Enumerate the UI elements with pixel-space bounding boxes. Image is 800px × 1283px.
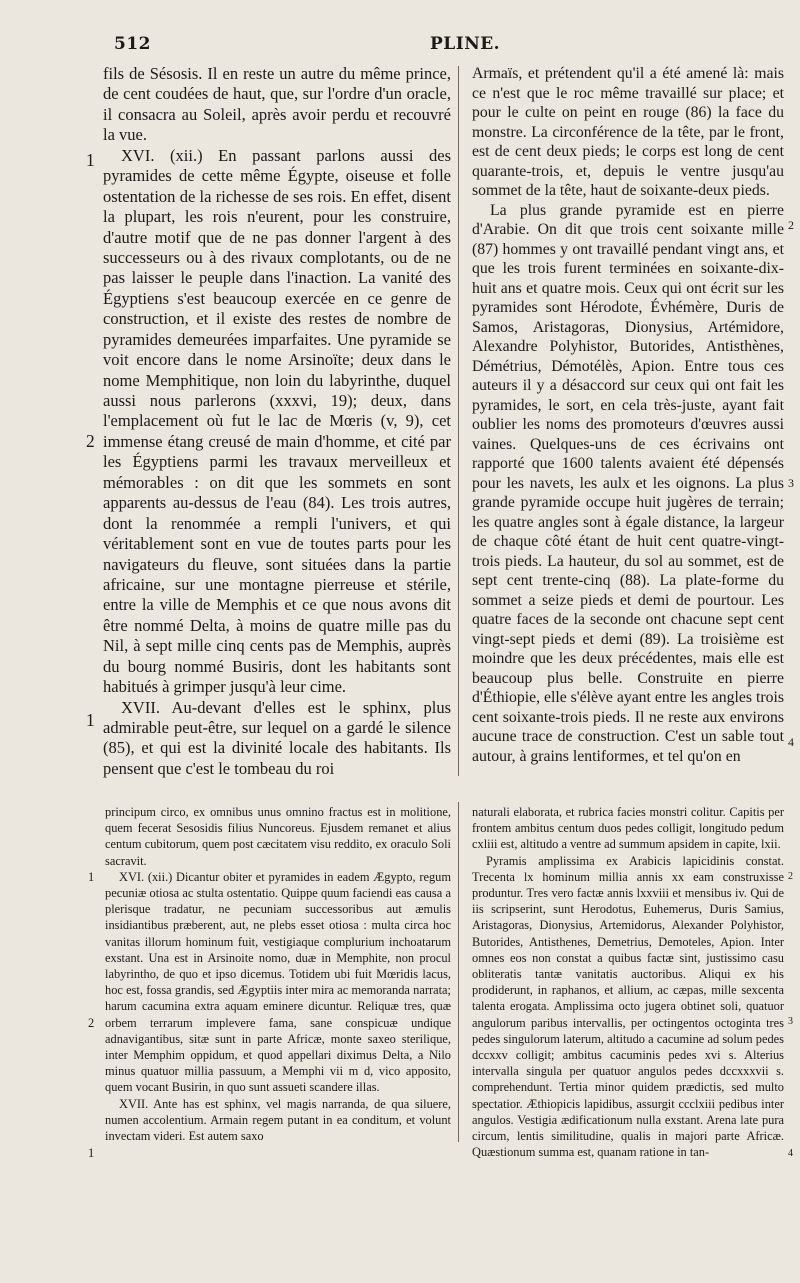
- french-right-column: [472, 64, 784, 766]
- french-paragraph: La plus grande pyramide est en pierre d'Arabie. On dit que trois cent soixante mille (87) hommes y ont travaillé pendant vingt ans, et que les trois furent terminées en soixante-dix-huit ans et quatre mois. Ceux qui ont écrit sur les pyramides sont Hérodote, Évhémère, Duris de Samos, Aristagoras, Dionysius, Artémidore, Alexandre Polyhistor, Butorides, Antisthènes, Démétrius, Démotélès, Apion. Entre tous ces auteurs il y a désaccord sur ceux qui ont fait les pyramides, le sort, en cela très-juste, ayant fait oublier les noms des promoteurs d'œuvres aussi vaines. Quelques-uns de ces écrivains ont rapporté que 1600 talents avaient été dépensés pour les navets, les aulx et les oignons. La plus grande pyramide occupe huit jugères de terrain; les quatre angles sont à égale distance, la largeur de chaque côté étant de huit cent quatre-vingt-trois pieds. La hauteur, du sol au sommet, est de sept cent trente-cinq (88). La plate-forme du sommet a seize pieds et demi de pourtour. Les quatre faces de la seconde ont chacune sept cent vingt-sept pieds et demi (89). La troisième est moindre que les deux précédentes, mais elle est beaucoup plus belle. Construite en pierre d'Éthiopie, elle s'élève ayant entre les angles trois cent soixante-trois pieds. Il ne reste aux environs aucune trace de construction. C'est un sable tout autour, à grains lentiformes, et tel qu'on en: [472, 201, 784, 765]
- french-paragraph: Armaïs, et prétendent qu'il a été amené là: mais ce n'est que le roc même travaillé sur place; et pour le culte on peint en rouge (86) la face du monstre. La circonférence de la tête, par le front, est de cent deux pieds; le corps est long de cent quarante-trois, et, depuis le ventre jusqu'au sommet de la tête, haut de soixante-deux pieds.: [472, 65, 784, 199]
- margin-number: 1: [86, 710, 95, 730]
- margin-number: 2: [788, 871, 793, 882]
- latin-paragraph: principum circo, ex omnibus unus omnino fractus est in molitione, quem fecerat Sesosidis filius Nuncoreus. Ejusdem remanet et alius centum cubitorum, quem post cæcitatem visu reddito, ex oraculo Soli sacravit.: [105, 805, 451, 868]
- margin-number: 2: [88, 1016, 95, 1030]
- column-divider-latin: [458, 802, 459, 1142]
- margin-number: 4: [788, 735, 794, 749]
- page-number: 512: [114, 34, 151, 54]
- latin-paragraph: Pyramis amplissima ex Arabicis lapicidinis constat. Trecenta lx hominum millia annis xx eam construxisse produntur. Tres vero factæ annis lxxviii et mensibus iv. Qui de iis scripserint, sunt Herodotus, Euhemerus, Duris Samius, Aristagoras, Dionysius, Artemidorus, Alexander Polyhistor, Butorides, Antisthenes, Demetrius, Demoteles, Apion. Inter omnes eos non constat a quibus factæ sint, justissimo casu obliteratis tantæ vanitatis auctoribus. Aliqui ex his prodiderunt, in raphanos, et allium, ac cæpas, mille sexcenta talenta erogata. Amplissima octo jugera obtinet soli, quatuor angulorum paribus intervallis, per octingentos octoginta tres pedes singulorum laterum, altitudo a cacumine ad solum pedes dccxxv colligit; ambitus cacuminis pedes xvi s. Alterius intervalla singula per quatuor angulos pedes dccxxxvii s. comprehendunt. Tertia minor quidem prædictis, sed multo spectatior. Æthiopicis lapidibus, assurgit ccclxiii pedibus inter angulos. Vestigia ædificationum nulla exstant. Arena late pura circum, lentis similitudine, qualis in majori parte Africæ. Quæstionum summa est, quanam ratione in tan-: [472, 853, 784, 1160]
- running-title: PLINE.: [430, 34, 501, 54]
- latin-paragraph: naturali elaborata, et rubrica facies monstri colitur. Capitis per frontem ambitus centum duos pedes colligit, longitudo pedum cxliii est, altitudo a ventre ad summum apsidem in capite, lxii.: [472, 805, 784, 852]
- margin-number: 2: [86, 431, 95, 451]
- latin-paragraph: XVI. (xii.) Dicantur obiter et pyramides in eadem Ægypto, regum pecuniæ otiosa ac stulta ostentatio. Quippe quum faciendi eas causa a plerisque tradatur, ne pecuniam successoribus aut æmulis insidiantibus præberent, aut, ne plebs esset otiosa : multa circa hoc vanitas illorum hominum fuit, vestigiaque complurium inchoatarum exstant. Una est in Arsinoite nomo, duæ in Memphite, non procul labyrintho, de quo et ipso dicemus. Totidem ubi fuit Mœridis lacus, hoc est, fossa grandis, sed Ægyptiis inter mira ac memoranda narrata; harum cacumina extra aquam eminere dicuntur. Reliquæ tres, quæ orbem terrarum implevere fama, sane conspicuæ undique adnavigantibus, sitæ sunt in parte Africæ, monte saxeo sterilique, inter Memphim oppidum, et quod appellari diximus Delta, a Nilo minus quatuor millia passuum, a Memphi vii m d, vico apposito, quem vocant Busirin, in quo sunt assueti scandere illas.: [105, 869, 451, 1095]
- french-paragraph: XVI. (xii.) En passant parlons aussi des pyramides de cette même Égypte, oiseuse et folle ostentation de la richesse de ses rois. En effet, disent la plupart, les rois n'eurent, pour les construire, d'autre motif que de ne pas donner l'argent à des successeurs ou à des rivaux complotants, ou de ne pas laisser le peuple dans l'inaction. La vanité des Égyptiens s'est beaucoup exercée en ce genre de construction, et il existe des restes de nombre de pyramides demeurées imparfaites. Une pyramide se voit encore dans le nome Arsinoïte; deux dans le nome Memphitique, non loin du labyrinthe, duquel aussi nous parlerons (xxxvi, 19); deux, dans l'emplacement où fut le lac de Mœris (v, 9), cet immense étang creusé de main d'homme, et cité par les Égyptiens parmi les travaux merveilleux et mémorables : on dit que les sommets en sont apparents au-dessus de l'eau (84). Les trois autres, dont la renommée a rempli l'univers, et qui véritablement sont en vue de toutes parts pour les navigateurs du fleuve, sont situées dans la partie africaine, sur une montagne pierreuse et stérile, entre la ville de Memphis et ce que nous avons dit être nommé Delta, à moins de quatre mille pas du Nil, à sept mille cinq cents pas de Memphis, auprès du bourg nommé Busiris, dont les habitants sont habitués à grimper jusqu'à leur cime.: [103, 145, 451, 697]
- margin-number: 1: [86, 150, 95, 170]
- margin-number: 1: [88, 1146, 95, 1160]
- column-divider: [458, 66, 459, 776]
- margin-number: 3: [788, 476, 794, 490]
- french-paragraph: fils de Sésosis. Il en reste un autre du même prince, de cent coudées de haut, que, sur l'ordre d'un oracle, il consacra au Soleil, après avoir perdu et recouvré la vue.: [103, 64, 451, 145]
- latin-paragraph: XVII. Ante has est sphinx, vel magis narranda, de qua siluere, numen accolentium. Armain regem putant in ea conditum, et volunt invectam videri. Est autem saxo: [105, 1096, 451, 1144]
- margin-number: 4: [788, 1148, 793, 1159]
- margin-number: 3: [788, 1016, 793, 1027]
- french-left-column: [103, 64, 451, 779]
- latin-right-column: [472, 804, 784, 1160]
- margin-number: 2: [788, 218, 794, 232]
- margin-number: 1: [88, 870, 95, 884]
- french-paragraph: XVII. Au-devant d'elles est le sphinx, plus admirable peut-être, sur lequel on a gardé le silence (85), et qui est la divinité locale des habitants. Ils pensent que c'est le tombeau du roi: [103, 697, 451, 778]
- latin-left-column: [105, 804, 451, 1144]
